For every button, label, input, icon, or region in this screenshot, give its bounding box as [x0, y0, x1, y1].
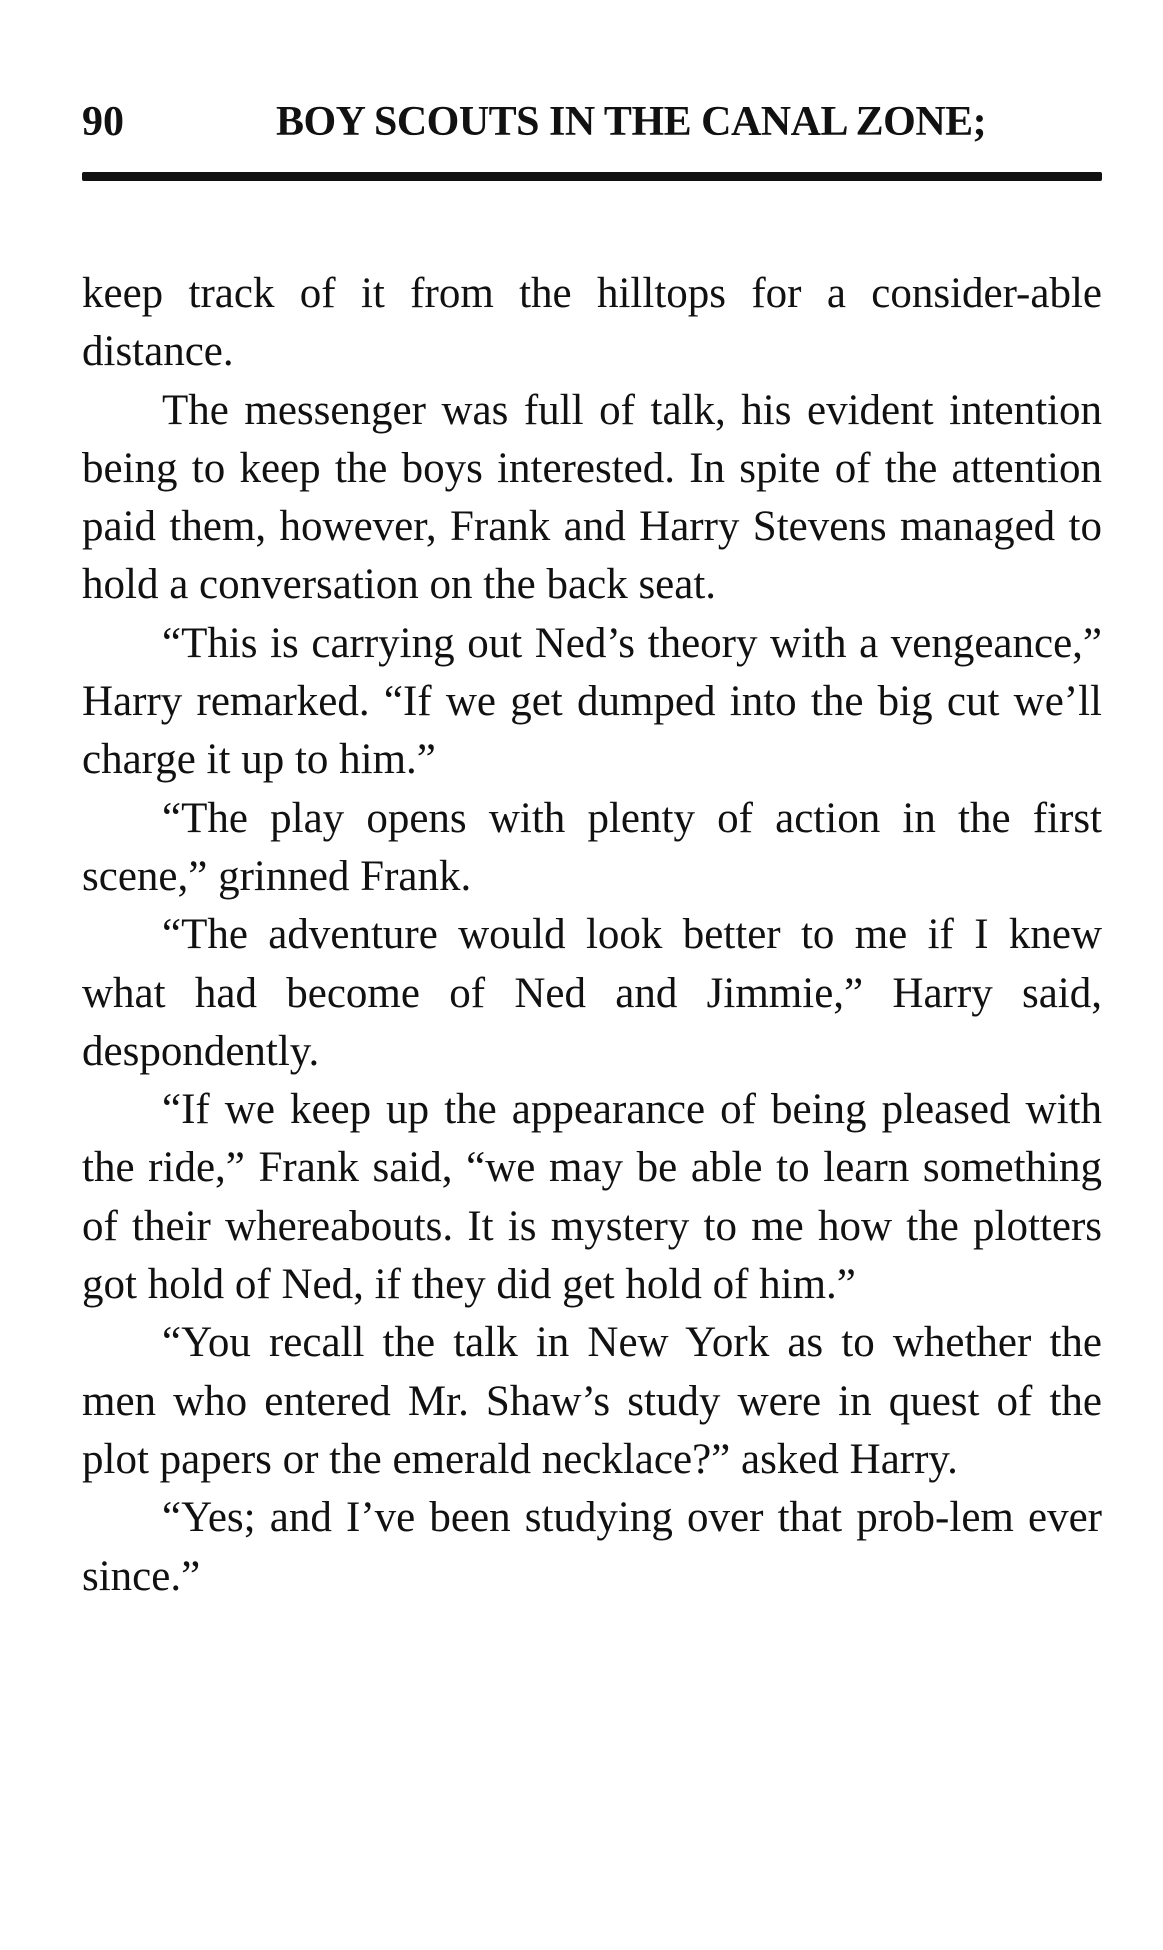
body-text	[82, 265, 1102, 1606]
page-number: 90	[82, 99, 124, 145]
paragraph: The messenger was full of talk, his evident intention being to keep the boys interested. In spite of the attention paid them, however, Frank and Harry Stevens managed to hold a conversation on the back seat.	[82, 386, 1102, 609]
paragraph: “The play opens with plenty of action in the first scene,” grinned Frank.	[82, 794, 1102, 900]
paragraph: “This is carrying out Ned’s theory with a vengeance,” Harry remarked. “If we get dumped into the big cut we’ll charge it up to him.”	[82, 619, 1102, 784]
page-header	[82, 92, 1102, 152]
paragraph: “You recall the talk in New York as to whether the men who entered Mr. Shaw’s study were in quest of the plot papers or the emerald necklace?” asked Harry.	[82, 1319, 1102, 1483]
paragraph: keep track of it from the hilltops for a consider-able distance.	[82, 270, 1102, 376]
paragraph: “Yes; and I’ve been studying over that prob-lem ever since.”	[82, 1494, 1102, 1600]
running-title: BOY SCOUTS IN THE CANAL ZONE;	[276, 99, 987, 145]
paragraph: “The adventure would look better to me if I knew what had become of Ned and Jimmie,” Harry said, despondently.	[82, 911, 1102, 1075]
paragraph: “If we keep up the appearance of being pleased with the ride,” Frank said, “we may be able to learn something of their whereabouts. It is mystery to me how the plotters got hold of Ned, if they did get hold of him.”	[82, 1086, 1102, 1309]
header-rule	[82, 172, 1102, 181]
